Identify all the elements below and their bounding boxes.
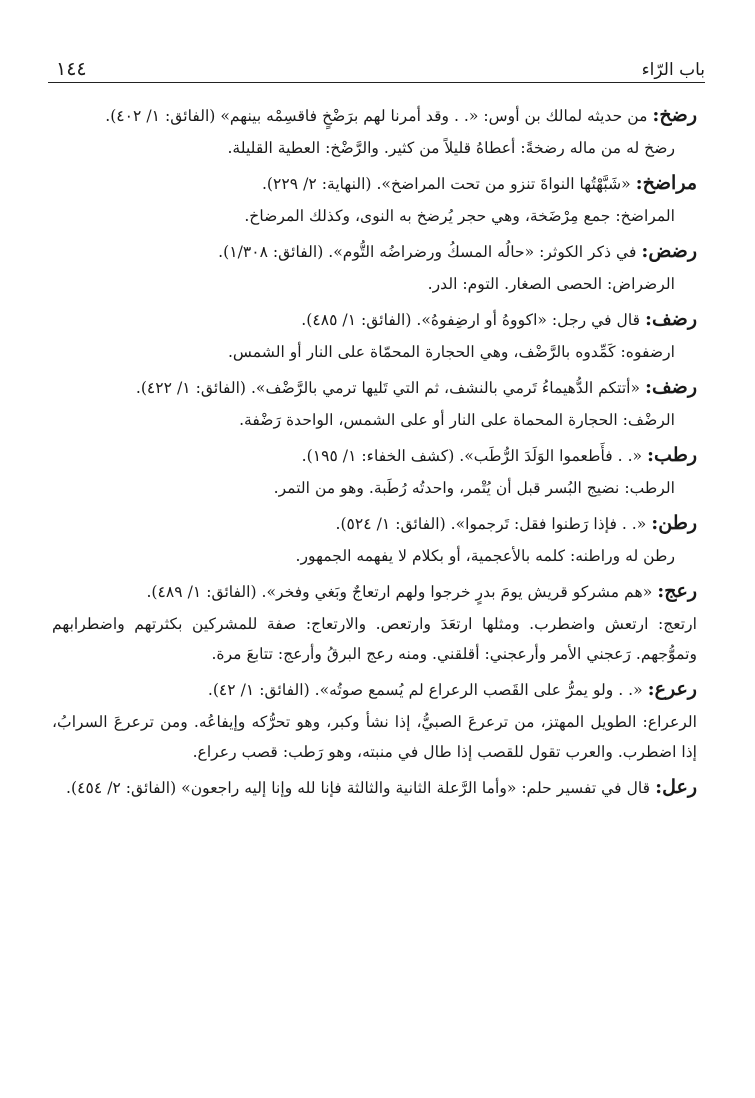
entry-citation xyxy=(52,100,697,131)
citation-text: «أتتكم الدُّهيماءُ تَرمي بالنشف، ثم التي تَليها ترمي بالرَّضْف». (الفائق: ١/ ٤٢٢). xyxy=(135,379,645,397)
entry-citation xyxy=(52,576,697,607)
headword: رضف: xyxy=(645,308,697,330)
running-header xyxy=(56,54,705,80)
citation-text: «. . فأَطعموا الوَلَدَ الرُّطَب». (كشف الخفاء: ١/ ١٩٥). xyxy=(301,447,648,465)
entry-explanation xyxy=(52,707,697,767)
citation-text: في ذكر الكوثر: «حالُه المسكُ ورضراضُه التُّوم». (الفائق: ١/٣٠٨). xyxy=(218,243,642,261)
headword: رضف: xyxy=(645,376,697,398)
explanation-text: الرضْف: الحجارة المحماة على النار أو على الشمس، الواحدة رَضْفة. xyxy=(239,411,675,429)
entry-citation xyxy=(52,772,697,803)
page-number: ١٤٤ xyxy=(56,58,87,80)
headword: رطب: xyxy=(647,444,697,466)
entry-explanation xyxy=(52,473,697,503)
citation-text: «. . فإذا رَطنوا فقل: تَرجموا». (الفائق: ١/ ٥٢٤). xyxy=(335,515,652,533)
entry-citation xyxy=(52,440,697,471)
entry-explanation xyxy=(52,541,697,571)
entry-explanation xyxy=(52,269,697,299)
explanation-text: الرطب: نضيج البُسر قبل أن يُتْمر، واحدتُه رُطَبة. وهو من التمر. xyxy=(273,479,675,497)
citation-text: قال في رجل: «اكووهُ أو ارضِفوهُ». (الفائق: ١/ ٤٨٥). xyxy=(301,311,645,329)
entry-explanation xyxy=(52,609,697,669)
citation-text: قال في تفسير حلم: «وأما الرَّعلة الثانية والثالثة فإنا لله وإنا إليه راجعون» (الفائق: ٢/ ٤٥٤). xyxy=(66,779,656,797)
headword: رعرع: xyxy=(647,678,697,700)
explanation-text: الرضراض: الحصى الصغار. التوم: الدر. xyxy=(427,275,675,293)
entry-explanation xyxy=(52,337,697,367)
citation-text: من حديثه لمالك بن أوس: «. . وقد أمرنا لهم برَضْخٍ فاقسِمْه بينهم» (الفائق: ١/ ٤٠٢). xyxy=(105,107,653,125)
entry-explanation xyxy=(52,133,697,163)
entry-explanation xyxy=(52,405,697,435)
citation-text: «. . ولو يمرُّ على القَصب الرعراع لم يُسمع صوتُه». (الفائق: ١/ ٤٢). xyxy=(207,681,648,699)
citation-text: «شَبَّهْتُها النواةَ تنزو من تحت المراضخ». (النهاية: ٢/ ٢٢٩). xyxy=(261,175,636,193)
explanation-text: ارتعج: ارتعش واضطرب. ومثلها ارتعَدَ وارتعص. والارتعاج: صفة للمشركين بكثرتهم واضطرابهم وتموُّجهم. رَعجني الأمر وأرعجني: أقلقني. ومنه رعج البرقُ وأرعج: تتابعَ مرة. xyxy=(52,615,697,663)
entry-citation xyxy=(52,304,697,335)
explanation-text: ارضفوه: كَمِّدوه بالرَّضْف، وهي الحجارة المحمّاة على النار أو الشمس. xyxy=(227,343,675,361)
entry-citation xyxy=(52,508,697,539)
entry-citation xyxy=(52,236,697,267)
headword: رطن: xyxy=(651,512,697,534)
headword: رعل: xyxy=(655,776,697,798)
chapter-title: باب الرّاء xyxy=(641,60,705,80)
explanation-text: رضخ له من ماله رضخةً: أعطاهُ قليلاً من كثير. والرَّضْخ: العطية القليلة. xyxy=(227,139,675,157)
headword: مراضخ: xyxy=(635,172,697,194)
entry-explanation xyxy=(52,201,697,231)
citation-text: «هم مشركو قريش يومَ بدرٍ خرجوا ولهم ارتعاجٌ وبَغي وفخر». (الفائق: ١/ ٤٨٩). xyxy=(146,583,658,601)
explanation-text: رطن له وراطنه: كلمه بالأعجمية، أو بكلام لا يفهمه الجمهور. xyxy=(295,547,675,565)
entry-citation xyxy=(52,168,697,199)
entry-citation xyxy=(52,372,697,403)
header-rule xyxy=(48,82,705,83)
explanation-text: الرعراع: الطويل المهتز، من ترعرعَ الصبيُّ، إذا نشأ وكبر، وهو تحرُّكه وإيفاعُه. ومن ترعرعَ السرابُ، إذا اضطرب. والعرب تقول للقصب إذا طال في منبته، وهو رَطب: قصب رعراع. xyxy=(52,713,698,761)
headword: رضخ: xyxy=(652,104,697,126)
explanation-text: المراضخ: جمع مِرْضَخة، وهي حجر يُرضخ به النوى، وكذلك المرضاخ. xyxy=(244,207,675,225)
headword: رعج: xyxy=(657,580,697,602)
dictionary-entries xyxy=(52,95,697,803)
headword: رضض: xyxy=(641,240,697,262)
entry-citation xyxy=(52,674,697,705)
